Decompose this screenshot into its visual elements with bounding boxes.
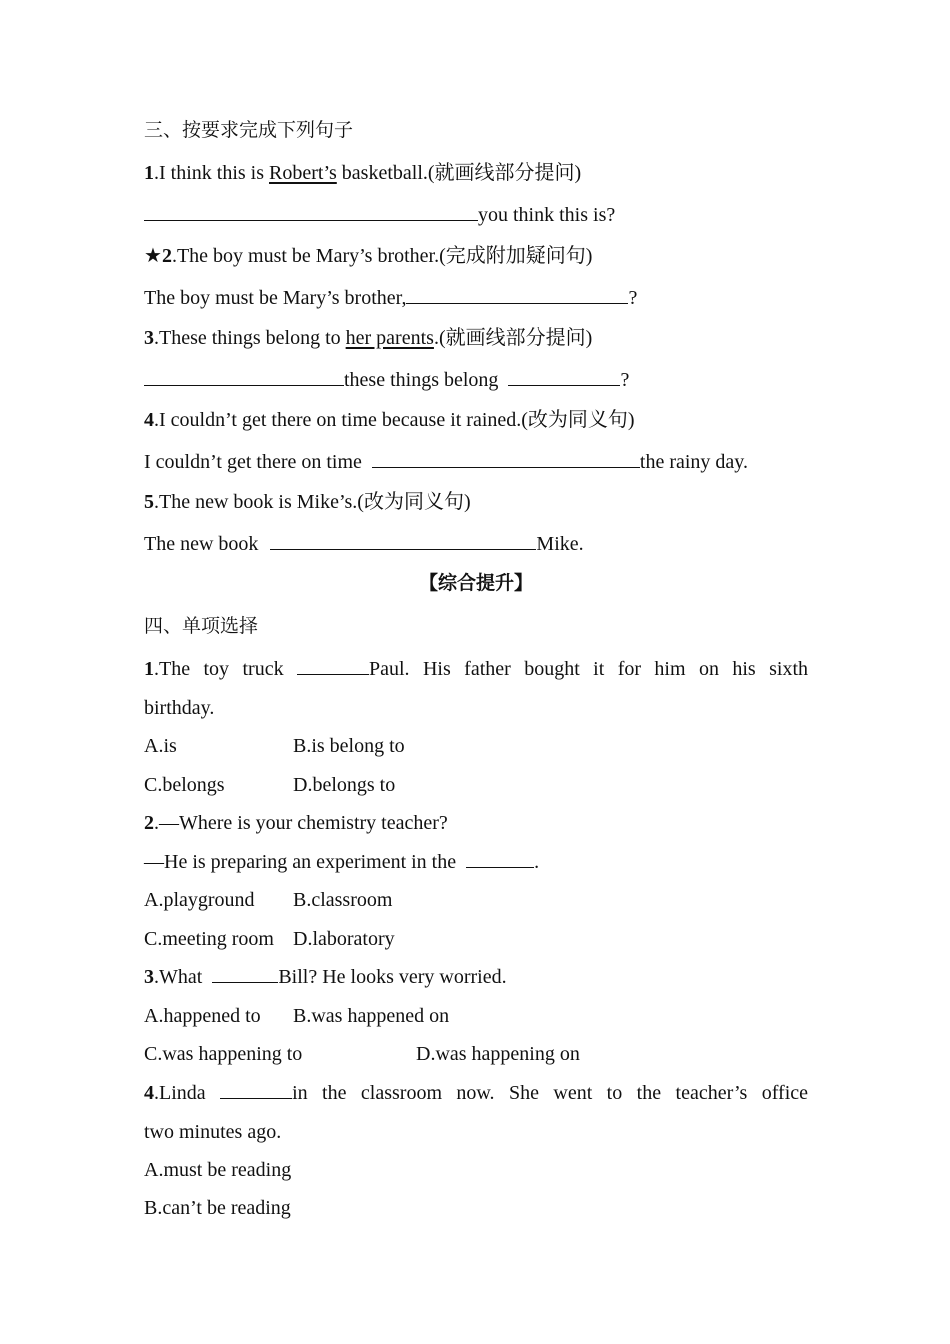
answer-blank[interactable]: [220, 1080, 292, 1099]
section4-heading: 四、单项选择: [144, 615, 259, 637]
s4-question-2: [144, 810, 448, 836]
s3-answer-3: [144, 367, 629, 393]
option-b[interactable]: B.is belong to: [293, 735, 405, 757]
s4-question-1: [144, 656, 808, 682]
s3-question-1: [144, 160, 581, 186]
s4-question-1-cont: birthday.: [144, 697, 215, 719]
answer-prefix: The boy must be Mary’s brother,: [144, 287, 407, 309]
s3-question-2: [144, 243, 592, 269]
s3-answer-5: [144, 531, 584, 557]
s4-question-3: [144, 964, 507, 990]
answer-blank[interactable]: [212, 964, 278, 983]
option-a[interactable]: A.is: [144, 735, 177, 757]
answer-suffix: you think this is?: [478, 204, 616, 226]
s4-question-2-line2: [144, 849, 539, 875]
option-a[interactable]: A.happened to: [144, 1005, 261, 1027]
s3-answer-2: [144, 285, 637, 311]
answer-prefix: I couldn’t get there on time: [144, 451, 362, 473]
answer-blank-2[interactable]: [508, 367, 620, 386]
question-number: 4: [144, 1082, 154, 1104]
question-text-pre: —He is preparing an experiment in the: [144, 851, 457, 873]
answer-suffix: ?: [620, 369, 630, 391]
option-c[interactable]: C.belongs: [144, 774, 225, 796]
question-text-pre: .What: [154, 966, 203, 988]
underlined-phrase: Robert’s: [269, 162, 337, 184]
answer-suffix: the rainy day.: [639, 451, 749, 473]
section-banner: 【综合提升】: [418, 572, 533, 594]
answer-blank[interactable]: [406, 285, 628, 304]
underlined-phrase: her parents: [345, 327, 434, 349]
document-page: [144, 0, 808, 1344]
option-d[interactable]: D.belongs to: [293, 774, 396, 796]
question-number: 5: [144, 491, 154, 513]
question-text: .I couldn’t get there on time because it rained.(改为同义句): [154, 409, 635, 431]
answer-blank[interactable]: [144, 367, 344, 386]
s4-question-4-cont: two minutes ago.: [144, 1121, 282, 1143]
s4-q2-options-ab: [144, 887, 392, 913]
option-a[interactable]: A.playground: [144, 889, 255, 911]
s3-question-3: [144, 325, 592, 351]
answer-suffix: ?: [628, 287, 638, 309]
question-number: 3: [144, 327, 154, 349]
question-text-post: .: [534, 851, 540, 873]
s3-question-4: [144, 407, 635, 433]
star-icon: ★: [144, 245, 162, 267]
section3-heading: 三、按要求完成下列句子: [144, 119, 354, 141]
answer-blank[interactable]: [270, 531, 536, 550]
option-c[interactable]: C.meeting room: [144, 928, 274, 950]
answer-blank[interactable]: [372, 449, 640, 468]
s4-q1-options-ab: [144, 733, 405, 759]
s4-question-4: [144, 1080, 808, 1106]
answer-suffix: Mike.: [536, 533, 584, 555]
option-d[interactable]: D.was happening on: [416, 1043, 580, 1065]
question-text: .The new book is Mike’s.(改为同义句): [154, 491, 471, 513]
question-text-post: .(就画线部分提问): [433, 327, 593, 349]
s4-q2-options-cd: [144, 926, 395, 952]
option-b[interactable]: B.was happened on: [293, 1005, 450, 1027]
option-b[interactable]: B.can’t be reading: [144, 1197, 291, 1219]
answer-blank[interactable]: [297, 656, 369, 675]
answer-mid: these things belong: [344, 369, 499, 391]
question-number: 3: [144, 966, 154, 988]
s3-answer-4: [144, 449, 748, 475]
question-number: 1: [144, 658, 154, 680]
question-text-pre: .These things belong to: [154, 327, 346, 349]
option-a[interactable]: A.must be reading: [144, 1159, 292, 1181]
question-number: 2: [144, 812, 154, 834]
question-text-pre: .The toy truck: [154, 658, 284, 680]
question-text-post: basketball.(就画线部分提问): [336, 162, 582, 184]
s4-q1-options-cd: [144, 772, 395, 798]
question-text: .—Where is your chemistry teacher?: [154, 812, 448, 834]
answer-blank[interactable]: [466, 849, 534, 868]
s3-question-5: [144, 489, 471, 515]
question-text-pre: .Linda: [154, 1082, 206, 1104]
question-text-post: in the classroom now. She went to the teacher’s office: [292, 1082, 809, 1104]
option-c[interactable]: C.was happening to: [144, 1043, 303, 1065]
question-text: .The boy must be Mary’s brother.(完成附加疑问句): [171, 245, 593, 267]
option-b[interactable]: B.classroom: [293, 889, 393, 911]
question-number: 4: [144, 409, 154, 431]
question-text-pre: .I think this is: [154, 162, 270, 184]
s4-q3-options-ab: [144, 1003, 449, 1029]
answer-prefix: The new book: [144, 533, 259, 555]
question-number: 2: [161, 245, 172, 267]
s4-q3-options-cd: [144, 1041, 580, 1067]
s3-answer-1: [144, 202, 615, 228]
question-text-post: Bill? He looks very worried.: [278, 966, 507, 988]
question-number: 1: [144, 162, 154, 184]
option-d[interactable]: D.laboratory: [293, 928, 395, 950]
question-text-post: Paul. His father bought it for him on his sixth: [369, 658, 809, 680]
answer-blank[interactable]: [144, 202, 478, 221]
